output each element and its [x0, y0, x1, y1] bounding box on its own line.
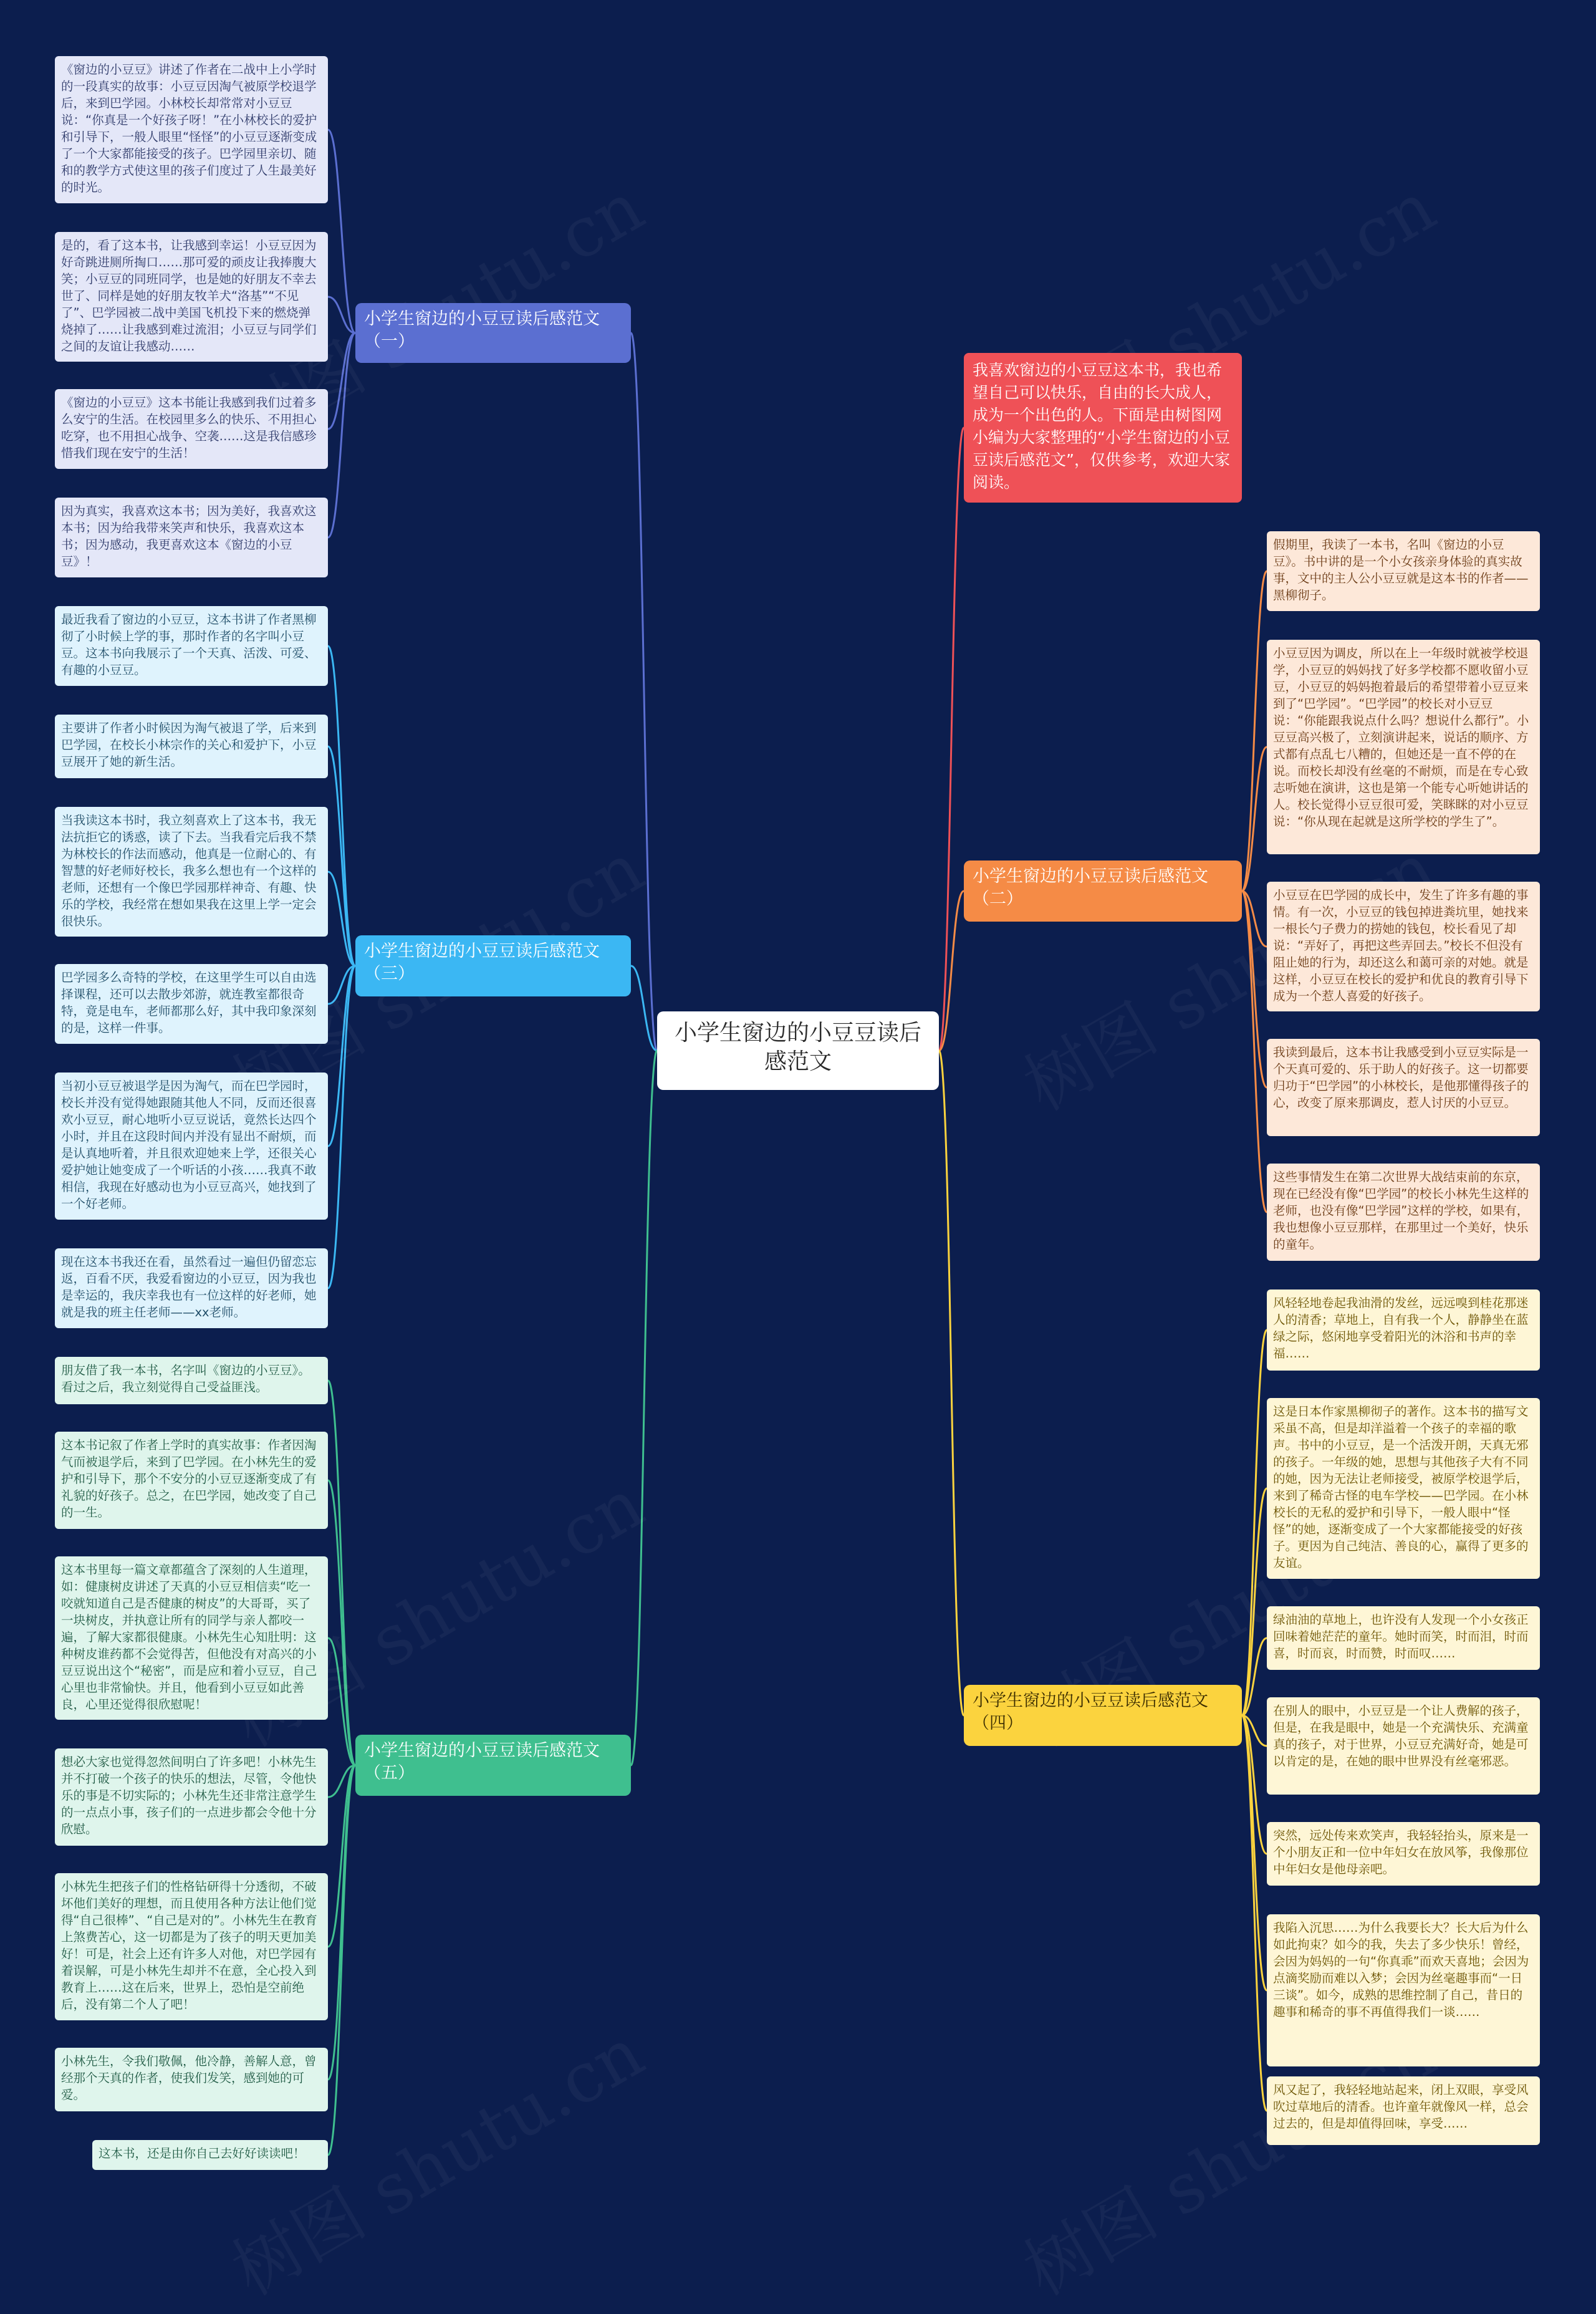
branch-5-leaf-7: 这本书，还是由你自己去好好读读吧！	[92, 2140, 328, 2170]
branch-3-leaf-4: 巴学园多么奇特的学校，在这里学生可以自由选择课程，还可以去散步郊游，就连教室都很奇特，竟是电车，老师都那么好，其中我印象深刻的是，这样一件事。	[55, 964, 328, 1044]
branch-3-leaf-6-link	[328, 966, 355, 1288]
branch-3-leaf-6: 现在这本书我还在看，虽然看过一遍但仍留恋忘返，百看不厌，我爱看窗边的小豆豆，因为我也是幸运的，我庆幸我也有一位这样的好老师，她就是我的班主任老师——xx老师。	[55, 1248, 328, 1328]
branch-2-leaf-2: 小豆豆因为调皮，所以在上一年级时就被学校退学，小豆豆的妈妈找了好多学校都不愿收留小豆豆，小豆豆的妈妈抱着最后的希望带着小豆豆来到了“巴学园”。“巴学园”的校长对小豆豆说：“你能跟我说点什么吗？想说什么都行”。小豆豆高兴极了，立刻演讲起来，说话的顺序、方式都有点乱七八糟的，但她还是一直不停的在说。而校长却没有丝毫的不耐烦，而是在专心致志听她在演讲，这也是第一个能专心听她讲话的人。校长觉得小豆豆很可爱，笑眯眯的对小豆豆说：“你从现在起就是这所学校的学生了”。	[1267, 640, 1540, 854]
branch-5-leaf-6: 小林先生，令我们敬佩，他冷静，善解人意，曾经那个天真的作者，使我们发笑，感到她的可爱。	[55, 2048, 328, 2111]
branch-2-leaf-5: 这些事情发生在第二次世界大战结束前的东京，现在已经没有像“巴学园”的校长小林先生这样的老师，也没有像“巴学园”这样的学校，如果有，我也想像小豆豆那样，在那里过一个美好，快乐的童年。	[1267, 1164, 1540, 1261]
branch-3-leaf-2-link	[328, 746, 355, 966]
branch-1-leaf-3-link	[328, 333, 355, 429]
branch-1-leaf-3: 《窗边的小豆豆》这本书能让我感到我们过着多么安宁的生活。在校园里多么的快乐、不用担心吃穿，也不用担心战争、空袭……这是我信感珍惜我们现在安宁的生活！	[55, 389, 328, 469]
branch-2-leaf-4: 我读到最后，这本书让我感受到小豆豆实际是一个天真可爱的、乐于助人的好孩子。这一切都要归功于“巴学园”的小林校长，是他那懂得孩子的心，改变了原来那调皮，惹人讨厌的小豆豆。	[1267, 1039, 1540, 1136]
branch-5-leaf-4: 想必大家也觉得忽然间明白了许多吧！小林先生并不打破一个孩子的快乐的想法，尽管，令他快乐的事是不切实际的；小林先生还非常注意学生的一点点小事，孩子们的一点进步都会令他十分欣慰。	[55, 1748, 328, 1846]
branch-5-leaf-3: 这本书里每一篇文章都蕴含了深刻的人生道理，如：健康树皮讲述了天真的小豆豆相信卖“吃一咬就知道自己是否健康的树皮”的大哥哥，买了一块树皮，并执意让所有的同学与亲人都咬一遍，了解大家都很健康。小林先生心知肚明：这种树皮谁药都不会觉得苦，但他没有对高兴的小豆豆说出这个“秘密”，而是应和着小豆豆，自己心里也非常愉快。并且，他看到小豆豆如此善良，心里还觉得很欣慰呢！	[55, 1556, 328, 1720]
branch-5-leaf-2: 这本书记叙了作者上学时的真实故事：作者因淘气而被退学后，来到了巴学园。在小林先生的爱护和引导下，那个不安分的小豆豆逐渐变成了有礼貌的好孩子。总之，在巴学园，她改变了自己的一生。	[55, 1432, 328, 1529]
branch-3-leaf-2: 主要讲了作者小时候因为淘气被退了学，后来到巴学园，在校长小林宗作的关心和爱护下，小豆豆展开了她的新生活。	[55, 715, 328, 778]
branch-2-leaf-1: 假期里，我读了一本书，名叫《窗边的小豆豆》。书中讲的是一个小女孩亲身体验的真实故事，文中的主人公小豆豆就是这本书的作者——黑柳彻子。	[1267, 531, 1540, 611]
branch-4-leaf-5: 突然，远处传来欢笑声，我轻轻抬头，原来是一个小朋友正和一位中年妇女在放风筝，我像那位中年妇女是他母亲吧。	[1267, 1822, 1540, 1886]
branch-5-leaf-1: 朋友借了我一本书，名字叫《窗边的小豆豆》。看过之后，我立刻觉得自己受益匪浅。	[55, 1357, 328, 1404]
intro-summary-link	[939, 428, 964, 1051]
branch-2-leaf-3: 小豆豆在巴学园的成长中，发生了许多有趣的事情。有一次，小豆豆的钱包掉进粪坑里，她找来一根长勺子费力的捞她的钱包，校长看见了却说：“弄好了，再把这些弄回去。”校长不但没有阻止她的行为，却还这么和蔼可亲的对她。就是这样，小豆豆在校长的爱护和优良的教育引导下成为一个惹人喜爱的好孩子。	[1267, 882, 1540, 1011]
branch-3-link	[631, 966, 657, 1051]
branch-2-leaf-2-link	[1242, 747, 1267, 891]
branch-4-leaf-2: 这是日本作家黑柳彻子的著作。这本书的描写文采虽不高，但是却洋溢着一个孩子的幸福的歌声。书中的小豆豆，是一个活泼开朗，天真无邪的孩子。一年级的她，思想与其他孩子大有不同的她，因为无法让老师接受，被原学校退学后，来到了稀奇古怪的电车学校——巴学园。在小林校长的无私的爱护和引导下，一般人眼中“怪怪”的她，逐渐变成了一个大家都能接受的好孩子。更因为自己纯洁、善良的心，赢得了更多的友谊。	[1267, 1398, 1540, 1579]
branch-5-leaf-7-link	[328, 1765, 355, 2155]
branch-1-link	[631, 333, 657, 1051]
branch-5-leaf-5: 小林先生把孩子们的性格钻研得十分透彻，不破坏他们美好的理想，而且使用各种方法让他们觉得“自己很棒”、“自己是对的”。小林先生在教育上煞费苦心，这一切都是为了孩子的明天更加美好！可是，社会上还有许多人对他，对巴学园有着误解，可是小林先生却并不在意，全心投入到教育上……这在后来，世界上，恐怕是空前绝后，没有第二个人了吧！	[55, 1873, 328, 2020]
branch-2-leaf-1-link	[1242, 571, 1267, 891]
branch-5-link	[631, 1051, 657, 1765]
branch-2-leaf-5-link	[1242, 891, 1267, 1212]
branch-4-leaf-6-link	[1242, 1715, 1267, 1990]
branch-4-leaf-3: 绿油油的草地上，也许没有人发现一个小女孩正回味着她茫茫的童年。她时而笑，时而泪，时而喜，时而哀，时而赞，时而叹……	[1267, 1606, 1540, 1670]
intro-summary[interactable]: 我喜欢窗边的小豆豆这本书，我也希望自己可以快乐，自由的长大成人，成为一个出色的人。下面是由树图网小编为大家整理的“小学生窗边的小豆豆读后感范文”，仅供参考，欢迎大家阅读。	[964, 353, 1242, 503]
branch-5-leaf-6-link	[328, 1765, 355, 2080]
branch-3-leaf-5: 当初小豆豆被退学是因为淘气，而在巴学园时，校长并没有觉得她跟随其他人不同，反而还很喜欢小豆豆，耐心地听小豆豆说话，竟然长达四个小时，并且在这段时间内并没有显出不耐烦，而是认真地听着，并且很欢迎她来上学，还很关心爱护她让她变成了一个听话的小孩……我真不敢相信，我现在好感动也为小豆豆高兴，她找到了一个好老师。	[55, 1073, 328, 1220]
branch-1[interactable]: 小学生窗边的小豆豆读后感范文（一）	[355, 303, 631, 363]
branch-4-leaf-4: 在别人的眼中，小豆豆是一个让人费解的孩子，但是，在我是眼中，她是一个充满快乐、充满童真的孩子，对于世界，小豆豆充满好奇，她是可以肯定的是，在她的眼中世界没有丝毫邪恶。	[1267, 1697, 1540, 1795]
branch-1-leaf-2: 是的，看了这本书，让我感到幸运！小豆豆因为好奇跳进厕所掏口……那可爱的顽皮让我捧腹大笑；小豆豆的同班同学，也是她的好朋友不幸去世了、同样是她的好朋友牧羊犬“洛基”“不见了”、巴学园被二战中美国飞机投下来的燃烧弹烧掉了……让我感到难过流泪；小豆豆与同学们之间的友谊让我感动……	[55, 232, 328, 362]
branch-1-leaf-1: 《窗边的小豆豆》讲述了作者在二战中上小学时的一段真实的故事：小豆豆因淘气被原学校退学后，来到巴学园。小林校长却常常对小豆豆说：“你真是一个好孩子呀！”在小林校长的爱护和引导下，一般人眼里“怪怪”的小豆豆逐渐变成了一个大家都能接受的孩子。巴学园里亲切、随和的教学方式使这里的孩子们度过了人生最美好的时光。	[55, 56, 328, 203]
branch-1-leaf-1-link	[328, 130, 355, 333]
branch-5[interactable]: 小学生窗边的小豆豆读后感范文（五）	[355, 1735, 631, 1796]
branch-1-leaf-4-link	[328, 333, 355, 538]
branch-4-leaf-1-link	[1242, 1330, 1267, 1715]
branch-5-leaf-2-link	[328, 1480, 355, 1765]
branch-3-leaf-1: 最近我看了窗边的小豆豆，这本书讲了作者黑柳彻了小时候上学的事，那时作者的名字叫小豆豆。这本书向我展示了一个天真、活泼、可爱、有趣的小豆豆。	[55, 606, 328, 686]
root-topic[interactable]: 小学生窗边的小豆豆读后感范文	[657, 1011, 939, 1090]
branch-4-leaf-7: 风又起了，我轻轻地站起来，闭上双眼，享受风吹过草地后的清香。也许童年就像风一样，总会过去的，但是却值得回味，享受……	[1267, 2076, 1540, 2145]
branch-2[interactable]: 小学生窗边的小豆豆读后感范文（二）	[964, 861, 1242, 922]
branch-4[interactable]: 小学生窗边的小豆豆读后感范文（四）	[964, 1685, 1242, 1746]
branch-3[interactable]: 小学生窗边的小豆豆读后感范文（三）	[355, 935, 631, 996]
branch-3-leaf-3: 当我读这本书时，我立刻喜欢上了这本书，我无法抗拒它的诱惑，读了下去。当我看完后我不禁为林校长的作法而感动，他真是一位耐心的、有智慧的好老师好校长，我多么想也有一个这样的老师，还想有一个像巴学园那样神奇、有趣、快乐的学校，我经常在想如果我在这里上学一定会很快乐。	[55, 807, 328, 937]
branch-1-leaf-4: 因为真实，我喜欢这本书；因为美好，我喜欢这本书；因为给我带来笑声和快乐，我喜欢这本书；因为感动，我更喜欢这本《窗边的小豆豆》！	[55, 498, 328, 577]
branch-4-leaf-6: 我陷入沉思……为什么我要长大？长大后为什么如此拘束？如今的我，失去了多少快乐！曾经，会因为妈妈的一句“你真乖”而欢天喜地；会因为点滴奖励而难以入梦；会因为丝毫趣事而“一日三谈”。如今，成熟的思维控制了自己，昔日的趣事和稀奇的事不再值得我们一谈……	[1267, 1914, 1540, 2066]
branch-4-link	[939, 1051, 964, 1715]
branch-4-leaf-1: 风轻轻地卷起我油滑的发丝，远远嗅到桂花那迷人的清香；草地上，自有我一个人，静静坐在蓝绿之际，悠闲地享受着阳光的沐浴和书声的幸福……	[1267, 1290, 1540, 1371]
